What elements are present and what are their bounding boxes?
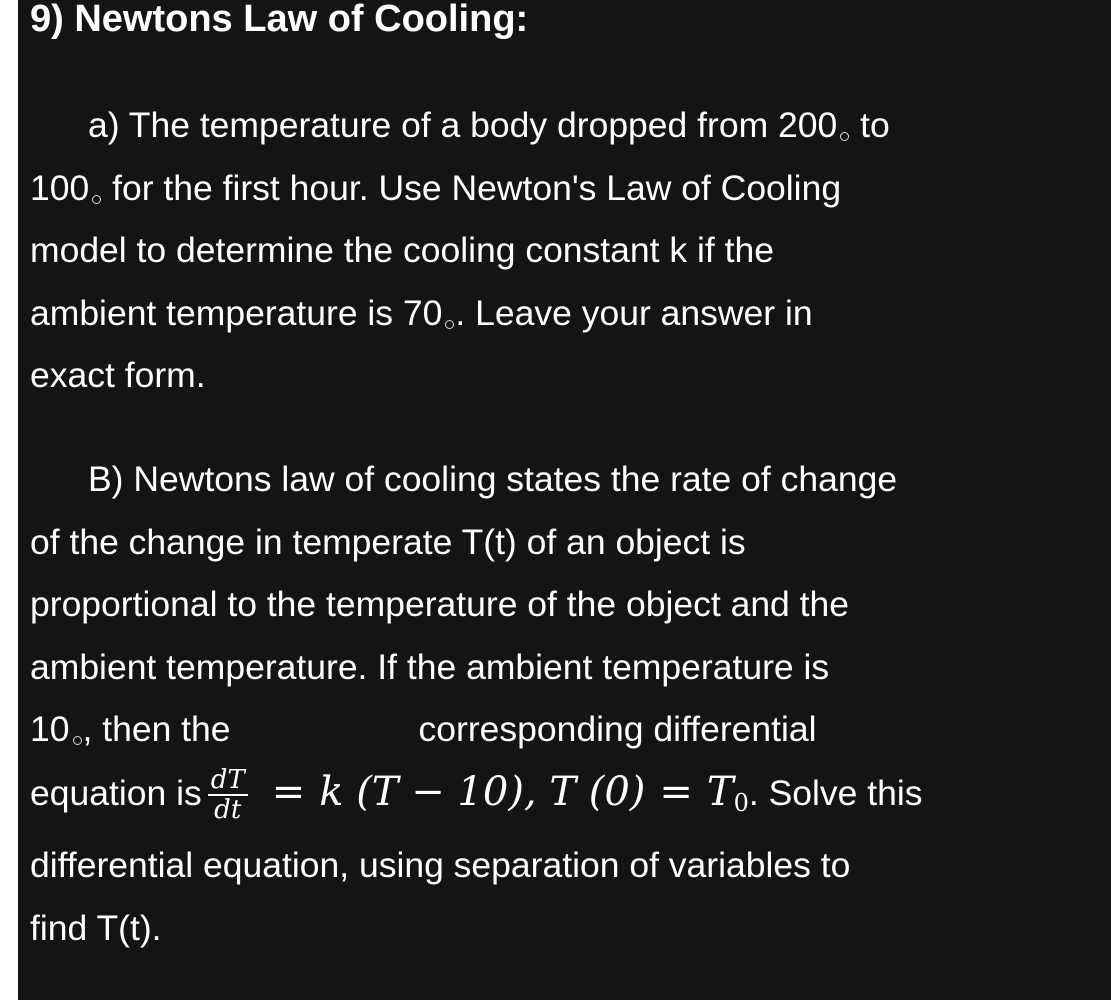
part-a-line: model to determine the cooling constant k if the (30, 230, 774, 270)
degree-symbol (445, 320, 454, 329)
part-b-text: 10 (30, 709, 70, 749)
part-a-text: a) The temperature of a body dropped from 200 (88, 105, 838, 145)
part-b-text: corresponding differential (418, 709, 817, 749)
part-b-line: proportional to the temperature of the object and the (30, 584, 850, 624)
degree-symbol (73, 736, 82, 745)
part-b-line (30, 698, 1105, 761)
fraction-numerator: dT (208, 766, 248, 796)
equals-sign: = (271, 768, 306, 815)
part-b-line: differential equation, using separation of variables to (30, 845, 851, 885)
part-a-text: . Leave your answer in (455, 292, 813, 333)
differential-equation (202, 764, 749, 825)
fraction-denominator: dt (214, 794, 242, 825)
subscript: 0 (733, 788, 749, 817)
part-a-line (30, 282, 1105, 345)
initial-value-symbol: T (706, 768, 734, 815)
part-a-paragraph (30, 94, 1105, 407)
part-a-text: to (850, 105, 890, 145)
part-b-text: , then the (82, 709, 231, 749)
part-b-paragraph (30, 448, 1105, 959)
part-b-text: . Solve this (748, 772, 923, 813)
degree-symbol (840, 132, 849, 141)
part-a-text: ambient temperature is 70 (30, 292, 443, 333)
problem-card (18, 0, 1111, 1000)
part-b-text: equation is (30, 772, 202, 813)
part-b-line: of the change in temperate T(t) of an object is (30, 521, 746, 562)
equation-line (30, 761, 1105, 835)
part-a-text: for the first hour. Use Newton's Law of Cooling (102, 167, 842, 208)
part-b-line: B) Newtons law of cooling states the rate of change (88, 459, 898, 499)
degree-symbol (92, 195, 101, 204)
equals-sign: = (659, 768, 693, 815)
part-a-line (30, 94, 1105, 157)
problem-heading: 9) Newtons Law of Cooling: (30, 0, 529, 40)
derivative-fraction (208, 766, 248, 824)
part-a-text: 100 (30, 167, 90, 208)
part-b-line: ambient temperature. If the ambient temperature is (30, 646, 830, 687)
equation-rhs: k (T − 10), T (0) (319, 768, 646, 815)
part-a-line (30, 157, 1105, 220)
part-a-line: exact form. (30, 355, 206, 395)
part-b-line: find T(t). (30, 907, 162, 948)
